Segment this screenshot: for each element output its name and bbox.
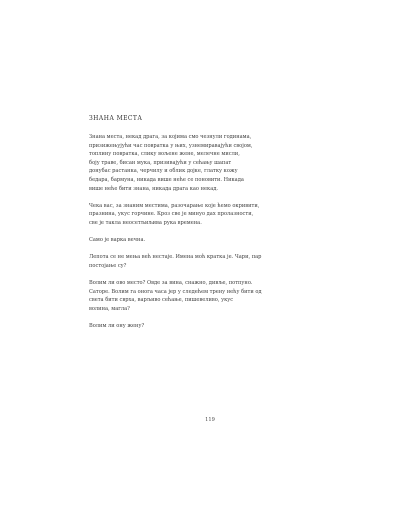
- text-line: празнина, укус горчине. Кроз све је минуо дах пролазности,: [89, 211, 254, 218]
- text-line: Лепота се не мења већ нестаје. Имена моћ кратка је. Чари, пар: [89, 254, 262, 261]
- text-line: Само је варка вечна.: [89, 237, 146, 244]
- text-line: бедара, бармуна, никада више неће се поновити. Никада: [89, 176, 244, 183]
- paragraph: [89, 322, 329, 331]
- text-line: света бити сврха, варљиво сећање, пишевеливо, укус: [89, 297, 234, 304]
- text-line: постојање су?: [89, 262, 127, 269]
- text-line: донубас растанка, черчилу и облик дојке, глатку кожу: [89, 168, 238, 175]
- text-line: Волим ли ону жену?: [89, 323, 145, 330]
- text-line: Волим ли ово место? Овде за вина, снажно, дивље, потпуно.: [89, 280, 253, 287]
- paragraph: [89, 236, 329, 245]
- chapter-title: ЗНАНА МЕСТА: [89, 115, 143, 122]
- text-line: све је такла неосетљиљива рука времена.: [89, 219, 202, 226]
- text-line: Саторе. Волим га онога часа јер у следећем трену нећу бити од: [89, 288, 262, 295]
- text-line: волина, магла?: [89, 305, 130, 312]
- text-line: призижењујући час повратка у њих, узнемиравајући својом,: [89, 142, 253, 149]
- text-line: топлину повратка, слику вољене жене, мелечне мисли,: [89, 151, 240, 158]
- text-line: више неће бити знана, никада драга као некад.: [89, 185, 218, 192]
- paragraph: [89, 133, 329, 193]
- body-text: [89, 133, 329, 339]
- text-line: боју траве, бисан мука, призивајући у сећању шапат: [89, 159, 232, 166]
- text-line: Чека вас, за знаним местима, разочарање које ћемо окривити,: [89, 202, 260, 209]
- paragraph: [89, 202, 329, 228]
- paragraph: [89, 279, 329, 313]
- paragraph: [89, 253, 329, 270]
- page-number: 119: [205, 417, 215, 423]
- text-line: Знана места, некад драга, за којима смо чезнули годинама,: [89, 134, 252, 140]
